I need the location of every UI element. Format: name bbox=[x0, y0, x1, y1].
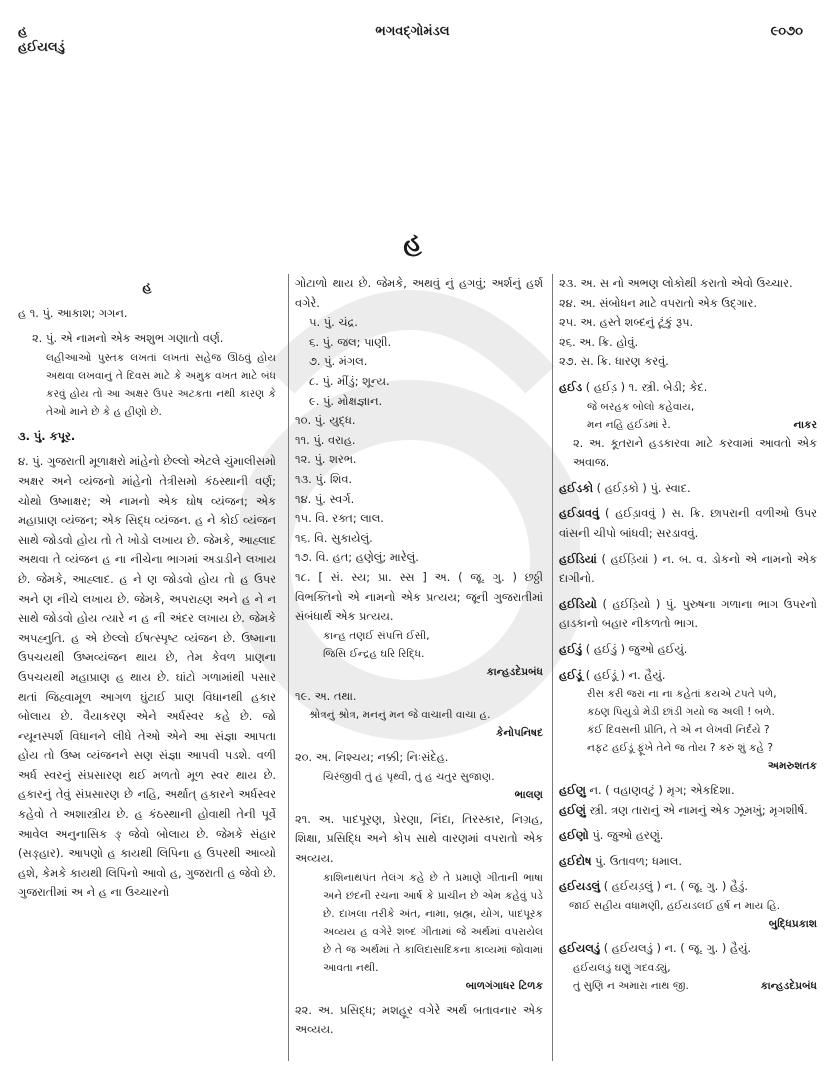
header-guide-word: હઈયલડું bbox=[18, 40, 65, 55]
entry: ૭. પું. મંગલ. bbox=[309, 354, 368, 369]
quote-line: જાઈ સહીય વધામણી, હઈયડલઈ હર્ષ ન માય હિ. bbox=[569, 900, 781, 913]
quote-line: કંઈ દિવસની પ્રીતિ, તે એ ન લેખવી નિર્દયે ? bbox=[587, 724, 770, 737]
quote-source: કાન્હડદેપ્રબંધ bbox=[760, 979, 817, 992]
entry: હઈડિયો ( હઈડ઼િયો ) પું. પુરુષના ગળાના ભાગ ઉપરનો હાડકાનો બહાર નીકળતો ભાગ. bbox=[559, 596, 817, 631]
section-letter: હ bbox=[403, 228, 422, 258]
quote-line: તું સુણિ ન અમારા નાથ જી. bbox=[573, 979, 689, 992]
entry: ૧૧. પું. વરાહ. bbox=[295, 432, 356, 447]
headword: હઈદોષ bbox=[559, 853, 592, 868]
quote-line: કાન્હ તણઈ સંપત્તિ ઈસી, bbox=[323, 629, 430, 642]
entry: ૧૫. વિ. રક્ત; લાલ. bbox=[295, 511, 384, 526]
entry: ૧૪. પું. સ્વર્ગ. bbox=[295, 491, 355, 506]
entry: હઈયલડું ( હઈયલડ઼ું ) ન. ( જૂ. ગુ. ) હૈયું. હઈયલડું ઘણું ગદવડ્યું, તું સુણિ ન અમારા નાથ જી. કાન્હડદેપ્રબંધ bbox=[559, 939, 817, 995]
column-heading: હ bbox=[142, 280, 152, 295]
quote-source: અમરુશતક bbox=[767, 760, 817, 773]
quote-source: ભાલણ bbox=[514, 788, 543, 801]
entry: હઈડું ( હઈડ઼ું ) જુઓ હઈયું. bbox=[559, 641, 688, 656]
column-1 bbox=[18, 274, 276, 909]
entry: હઈદોષ પું. ઉતાવળ; ધમાલ. bbox=[559, 853, 683, 868]
quote-line: નફટ હઈડૂં ફૂંખે તેને જ તોય ? કરું શું કહે ? bbox=[587, 742, 774, 755]
entry: ૨. અ. કૂતરાને હડકારવા માટે કરવામાં આવતો એક અવાજ. bbox=[573, 435, 817, 470]
entry: ૨૫. અ. હસ્તે શબ્દનું ટૂંકું રૂપ. bbox=[559, 315, 694, 330]
entry: હઈણો પું. જુઓ હરણું. bbox=[559, 828, 664, 843]
headword: હઈડાવવું bbox=[559, 506, 600, 521]
headword: હઈડું bbox=[559, 641, 583, 656]
quote-line: મન નહિ હઈડમાં રે. bbox=[587, 418, 671, 431]
headword: હઈયડલું bbox=[559, 879, 601, 894]
entry: ૧૨. પું. શરભ. bbox=[295, 452, 357, 467]
entry: ૧૭. વિ. હત; હણેલું; મારેલું. bbox=[295, 550, 419, 565]
entry: ૪. પું. ગુજરાતી મૂળાક્ષરો માંહેનો છેલ્લો એટલે ચુંમાલીસમો અક્ષર અને વ્યંજનો માંહેનો તેત્રીસમો કંઠસ્થાની વર્ણ; ચોથો ઉષ્માક્ષર; એ નામનો એક ઘોષ વ્યંજન; એક મહાપ્રાણ વ્યંજન; એક સિદ્ધ વ્યંજન. હ ને કોઈ વ્યંજન સાથે જોડવો હોય તો તે ખોડો લખાય છે. જેમકે, આહ્લાદ અથવા તે વ્યંજન હ ના નીચેના ભાગમાં અડાડીને લખાય છે. જેમકે, આહ્લાદ. હ ને ણ જોડવો હોય તો હ ઉપર અને ણ નીચે લખાય છે. જેમકે, અપરાહ્ણ અને હ ને ન સાથે જોડવો હોય ત્યારે ન હ ની અંદર લખાય છે. જેમકે અપહ્નુતિ. હ એ છેલ્લો ઈષત્સ્પૃષ્ટ વ્યંજન છે. ઉષ્માના ઉપચયથી ઉષ્મવ્યંજન થાય છે, તેમ કેવળ પ્રાણના ઉપચયથી મહાપ્રાણ હ થાય છે. ઘાંટો ગળામાંથી પસાર થતાં જિહ્વામૂળ આગળ ઘુંટાઈ પ્રાણ વિધાનથી હકાર બોલાય છે. વૈયાકરણ એને અર્ધસ્વર કહે છે. જો ન્યૂનસ્પર્શ વિધાનને લીધે તેઓ એને આ સંજ્ઞા આપતા હોય તો ઉષ્મ વ્યંજનને સણ સંજ્ઞા આપવી પડશે. વળી અર્ધ સ્વરનું સંપ્રસારણ થઈ મળતો મૂળ સ્વર થાય છે. હકારનું તેવું સંપ્રસારણ છે નહિ, અર્થાત્ હકારને અર્ધસ્વર કહેવો તે અશાસ્ત્રીય છે. હ કંઠસ્થાની હોવાથી તેની પૂર્વે આવેલ અનુનાસિક ઙ્ જેવો બોલાય છે. જેમકે સંહાર (સઙ્હાર). આપણો હ કાયથી લિપિના હ ઉપરથી આવ્યો હશે, કેમકે કાયથી લિપિનો આવો હ, ગુજરાતી હ જેવો છે. ગુજરાતીમાં અ ને હ ના ઉચ્ચારનો bbox=[18, 454, 276, 900]
entry: ૮. પું. મીંડું; શૂન્ય. bbox=[309, 373, 390, 388]
entry-gloss: કાશિનાથપંત તેલંગ કહે છે તે પ્રમાણે ગીતાની ભાષા અને છંદની રચના આર્ષ કે પ્રાચીન છે એમ કહેવું પડે છે. દાખલા તરીકે અંત, નામા, બ્રહ્મ, યોગ, પાદપૂરક અવ્યય હ વગેરે શબ્દ ગીતામાં જે અર્થમાં વપરાયેલ છે તે જ અર્થમાં તે કાલિદાસાદિકના કાવ્યમાં જોવામાં આવતા નથી. bbox=[323, 871, 543, 974]
quote-line: ચિરંજીવી તું હ પૃથ્વી, તું હ ચતુર સુજાણ. bbox=[323, 770, 495, 783]
entry: ૧૦. પું. યુદ્ધ. bbox=[295, 413, 356, 428]
entry: ૨૩. અ. સ નો અભણ લોકોથી કરાતો એવો ઉચ્ચાર. bbox=[559, 276, 793, 290]
quote-line: શ્રોત્રનું શ્રોત્ર, મનનું મન જે વાચાની વાચા હ. bbox=[309, 709, 491, 722]
entry: ૨. પું. એ નામનો એક અશુભ ગણાતો વર્ણ. લહીઆઓ પુસ્તક લખતાં લખતાં સહેજ ઊઠવું હોય અથવા લખવાનું તે દિવસ માટે કે અમુક વખત માટે બંધ કરવું હોય તો આ અક્ષર ઉપર અટકતા નથી કારણ કે તેઓ માને છે કે હ હીણો છે. bbox=[18, 329, 276, 421]
quote-line: જિસિ ઈન્દ્રહ ઘરિ રિદ્ધિ. bbox=[323, 647, 425, 660]
entry: ૧૮. [ સં. સ્ય; પ્રા. સ્સ ] અ. ( જૂ. ગુ. ) છઠ્ઠી વિભક્તિનો એ નામનો એક પ્રત્યય; જૂની ગુજરાતીમાં સંબંધાર્થ એક પ્રત્યય. કાન્હ તણઈ સંપત્તિ ઈસી, જિસિ ઈન્દ્રહ ઘરિ રિદ્ધિ. કાન્હડદેપ્રબંધ bbox=[295, 568, 543, 681]
quote-line: રીસ કરી જરા ના ના કહેતાં કયએ ટપતે પળે, bbox=[587, 688, 777, 701]
header-letter: હ bbox=[18, 24, 28, 39]
entry: હઈણું સ્ત્રી. ત્રણ તારાનું એ નામનું એક ઝૂમખું; મૃગશીર્ષ. bbox=[559, 802, 808, 817]
quote-source: બાળગંગાધર ટિળક bbox=[465, 979, 543, 992]
entry: ૧૯. અ. તથા. શ્રોત્રનું શ્રોત્ર, મનનું મન જે વાચાની વાચા હ. કેનોપનિષદ bbox=[295, 687, 543, 743]
entry: ૯. પું. મોક્ષજ્ઞાન. bbox=[309, 393, 383, 408]
entry: ૨૪. અ. સંબોધન માટે વપરાતો એક ઉદ્ગાર. bbox=[559, 295, 757, 310]
entry: હ ૧. પું. આકાશ; ગગન. bbox=[18, 305, 128, 320]
entry: ૬. પું. જલ; પાણી. bbox=[309, 334, 392, 349]
headword: હઈયલડું bbox=[559, 941, 601, 956]
entry: ૨૦. અ. નિશ્ચય; નક્કી; નિઃસંદેહ. ચિરંજીવી તું હ પૃથ્વી, તું હ ચતુર સુજાણ. ભાલણ bbox=[295, 748, 543, 804]
quote-line: હઈયલડું ઘણું ગદવડ્યું, bbox=[573, 961, 671, 974]
headword: હઈડૂં bbox=[559, 667, 583, 682]
entry: હઈયડલું ( હઈયડ઼લું ) ન. ( જૂ. ગુ. ) હૈડું. જાઈ સહીય વધામણી, હઈયડલઈ હર્ષ ન માય હિ. બુદ્ધિપ્રકાશ bbox=[559, 877, 817, 933]
page-number: ૯૦૭૦ bbox=[770, 24, 803, 39]
entry: ૧૩. પું. શિવ. bbox=[295, 471, 353, 486]
entry: હઈડિયાં ( હઈડ઼િયાં ) ન. બ. વ. ડોકનો એ નામનો એક દાગીનો. bbox=[559, 551, 817, 586]
entry: હઈડાવવું ( હઈડ઼ાવવું ) સ. ક્રિ. છાપરાની વળીઓ ઉપર વાંસની ચીપો બાંધવી; સરડાવવું. bbox=[559, 506, 817, 540]
quote-source: બુદ્ધિપ્રકાશ bbox=[768, 918, 817, 931]
quote-line: જે બરહક બોલો કહેવાય, bbox=[587, 400, 695, 413]
entry: ૫. પું. ચંદ્ર. bbox=[309, 315, 358, 330]
entry: ૨૭. સ. ક્રિ. ધારણ કરવું. bbox=[559, 354, 669, 369]
column-2 bbox=[288, 274, 543, 1061]
headword: હઈણું bbox=[559, 802, 586, 817]
headword: હઈડ bbox=[559, 379, 583, 394]
entry-gloss: લહીઆઓ પુસ્તક લખતાં લખતાં સહેજ ઊઠવું હોય અથવા લખવાનું તે દિવસ માટે કે અમુક વખત માટે બંધ કરવું હોય તો આ અક્ષર ઉપર અટકતા નથી કારણ કે તેઓ માને છે કે હ હીણો છે. bbox=[46, 351, 276, 418]
quote-source: કેનોપનિષદ bbox=[495, 727, 543, 740]
headword: હઈડકો bbox=[559, 480, 594, 495]
quote-source: નાકર bbox=[793, 418, 817, 431]
column-3 bbox=[552, 274, 817, 1061]
entry: હઈડકો ( હઈડ઼કો ) પું. સ્વાદ. bbox=[559, 480, 691, 495]
headword: હઈડિયાં bbox=[559, 551, 597, 566]
headword: હઈણુ bbox=[559, 783, 586, 798]
quote-source: કાન્હડદેપ્રબંધ bbox=[486, 665, 543, 678]
entry: હઈડૂં ( હઈડ઼ૂં ) ન. હૈયું. રીસ કરી જરા ના ના કહેતાં કયએ ટપતે પળે, કઠણ પિયુડો મેડી છાંડી ગયો જ અલી ! બળે. કંઈ દિવસની પ્રીતિ, તે એ ન લેખવી નિર્દયે ? નફટ હઈડૂં ફૂંખે તેને જ તોય ? કરું શું કહે ? અમરુશતક bbox=[559, 666, 817, 776]
entry: ૨૬. અ. ક્રિ. હોવું. bbox=[559, 334, 639, 349]
entry: હઈણુ ન. ( વહાણવટું ) મૃગ; એકદિશા. bbox=[559, 783, 735, 798]
entry: ૧૬. વિ. સુકાયેલું. bbox=[295, 530, 373, 545]
headword: હઈડિયો bbox=[559, 596, 597, 611]
header-title: ભગવદ્ગોમંડલ bbox=[375, 24, 450, 39]
entry: ૨૨. અ. પ્રસિદ્ધ; મશહૂર વગેરે અર્થ બતાવનાર એક અવ્યય. bbox=[295, 1002, 543, 1037]
headword: હઈણો bbox=[559, 828, 589, 843]
entry: ૩. પું. કપૂર. bbox=[18, 428, 76, 443]
entry: ગોટાળો થાય છે. જેમકે, અથવું નું હગવું; અર્શનું હર્શ વગેરે. bbox=[295, 276, 543, 310]
quote-line: કઠણ પિયુડો મેડી છાંડી ગયો જ અલી ! બળે. bbox=[587, 706, 775, 719]
entry: ૨૧. અ. પાદપૂરણ, પ્રેરણા, નિંદા, તિરસ્કાર, નિગ્રહ, શિક્ષા, પ્રસિદ્ધિ અને કોપ સાથે વારણમાં વપરાતો એક અવ્યય. કાશિનાથપંત તેલંગ કહે છે તે પ્રમાણે ગીતાની ભાષા અને છંદની રચના આર્ષ કે પ્રાચીન છે એમ કહેવું પડે છે. દાખલા તરીકે અંત, નામા, બ્રહ્મ, યોગ, પાદપૂરક અવ્યય હ વગેરે શબ્દ ગીતામાં જે અર્થમાં વપરાયેલ છે તે જ અર્થમાં તે કાલિદાસાદિકના કાવ્યમાં જોવામાં આવતા નથી. બાળગંગાધર ટિળક bbox=[295, 810, 543, 995]
entry: હઈડ ( હઈડ઼ ) ૧. સ્ત્રી. બેડી; કેદ. જે બરહક બોલો કહેવાય, મન નહિ હઈડમાં રે. નાકર bbox=[559, 378, 817, 434]
